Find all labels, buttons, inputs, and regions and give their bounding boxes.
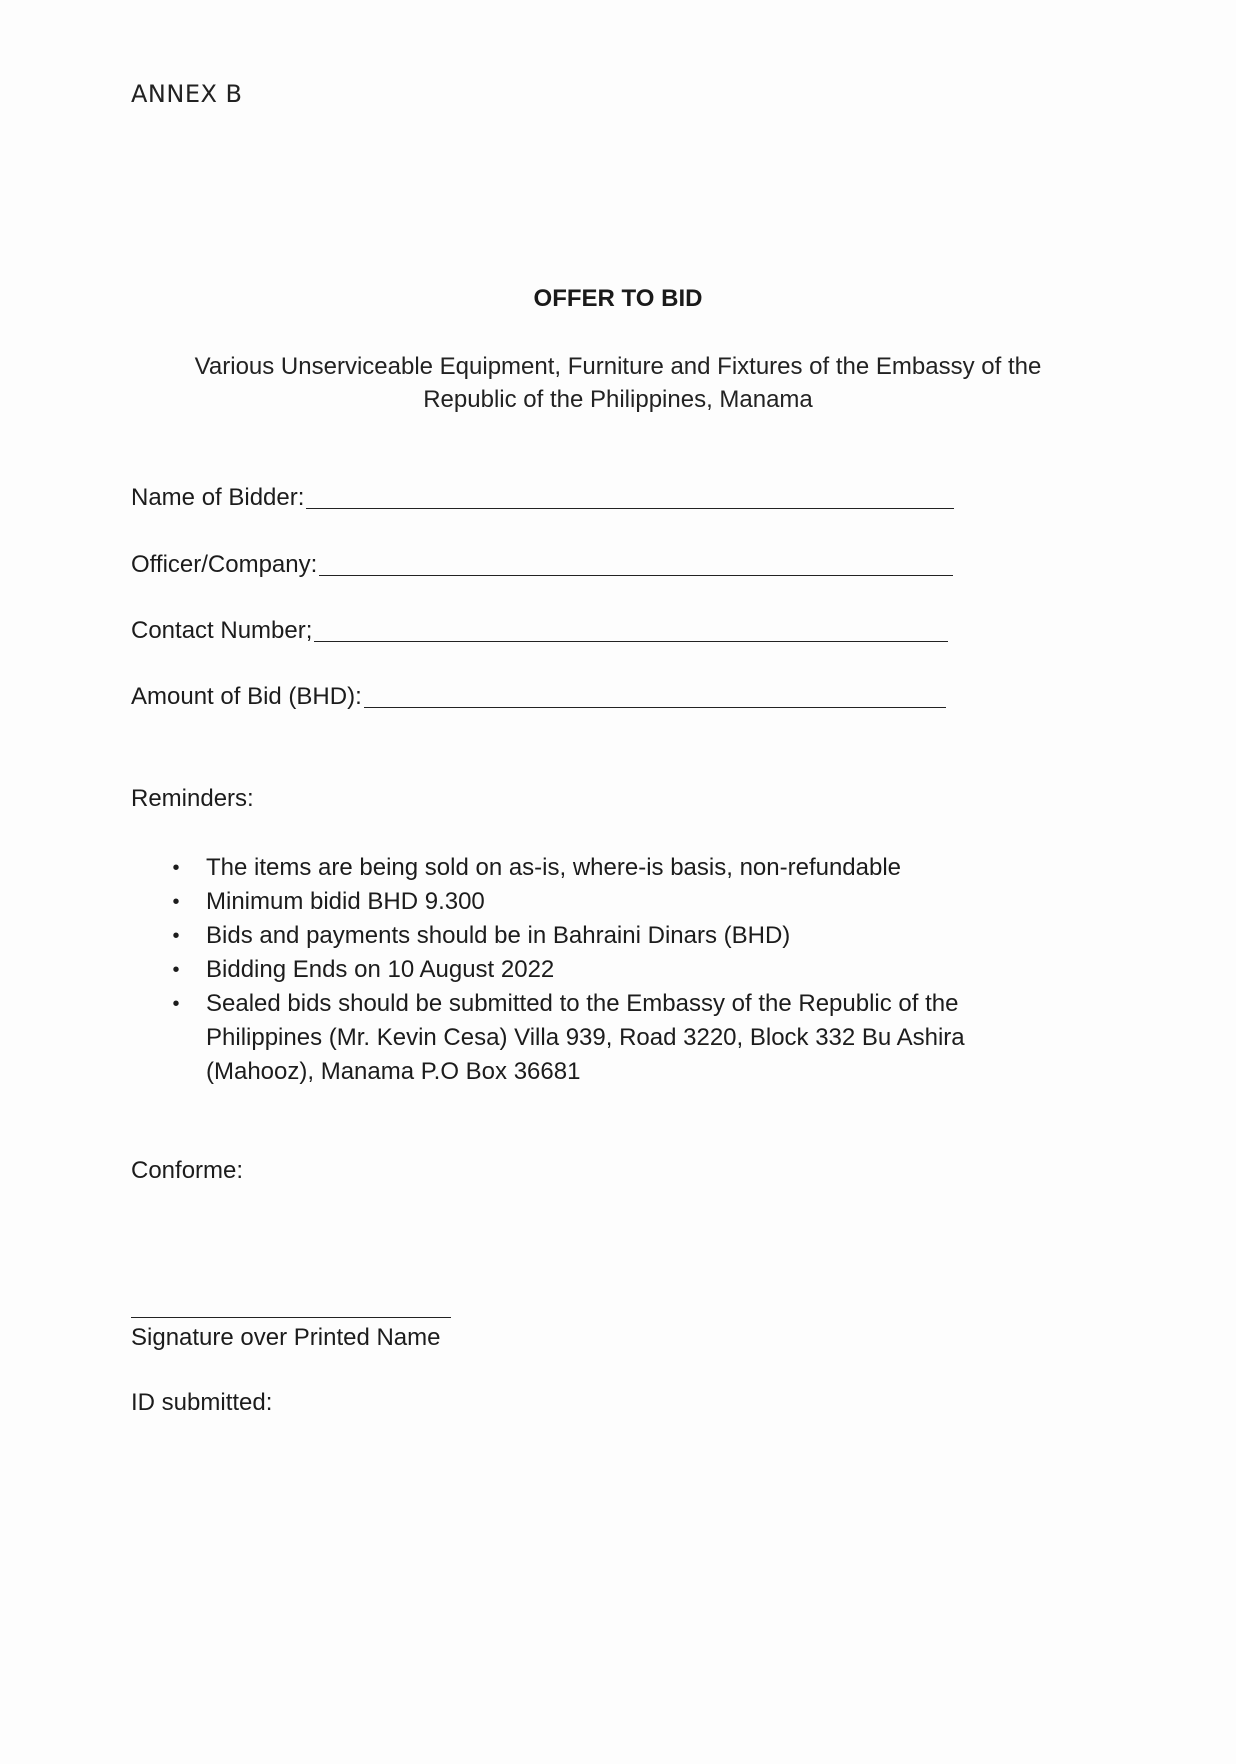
list-item xyxy=(166,851,1046,885)
list-item xyxy=(166,953,1046,987)
list-item xyxy=(166,885,1046,919)
conforme-label: Conforme: xyxy=(131,1157,244,1184)
bullet-icon: • xyxy=(172,857,180,879)
subtitle-line-1: Various Unserviceable Equipment, Furniture and Fixtures of the Embassy of the xyxy=(194,353,1042,380)
field-label-amount-of-bid: Amount of Bid (BHD): xyxy=(131,683,362,710)
bullet-icon: • xyxy=(172,925,180,947)
reminder-text: The items are being sold on as-is, where-is basis, non-refundable xyxy=(206,854,902,881)
reminders-list xyxy=(166,851,1046,1089)
document-subtitle xyxy=(150,350,1086,416)
blank-line-contact-number[interactable] xyxy=(314,640,948,642)
field-amount-of-bid xyxy=(131,683,946,711)
subtitle-line-2: Republic of the Philippines, Manama xyxy=(423,386,813,413)
blank-line-amount-of-bid[interactable] xyxy=(364,706,946,708)
document-title: OFFER TO BID xyxy=(533,285,703,312)
list-item xyxy=(166,919,1046,953)
reminder-text: Sealed bids should be submitted to the Embassy of the Republic of the Philippines (Mr. Kevin Cesa) Villa 939, Road 3220, Block 332 Bu Ashira (Mahooz), Manama P.O Box 36681 xyxy=(206,990,965,1085)
annex-label: ANNEX B xyxy=(131,80,243,108)
blank-line-officer-company[interactable] xyxy=(319,574,953,576)
bullet-icon: • xyxy=(172,959,180,981)
field-label-contact-number: Contact Number; xyxy=(131,617,313,644)
field-name-of-bidder xyxy=(131,484,954,512)
signature-label: Signature over Printed Name xyxy=(131,1324,441,1351)
field-contact-number xyxy=(131,617,948,645)
reminder-text: Minimum bidid BHD 9.300 xyxy=(206,888,485,915)
reminders-heading: Reminders: xyxy=(131,785,254,812)
field-label-name-of-bidder: Name of Bidder: xyxy=(131,484,305,511)
bullet-icon: • xyxy=(172,891,180,913)
signature-line[interactable] xyxy=(131,1317,451,1318)
id-submitted-label: ID submitted: xyxy=(131,1389,273,1416)
reminder-text: Bids and payments should be in Bahraini Dinars (BHD) xyxy=(206,922,791,949)
reminder-text: Bidding Ends on 10 August 2022 xyxy=(206,956,555,983)
field-officer-company xyxy=(131,551,953,579)
list-item xyxy=(166,987,1046,1089)
blank-line-name-of-bidder[interactable] xyxy=(306,507,954,509)
field-label-officer-company: Officer/Company: xyxy=(131,551,318,578)
bullet-icon: • xyxy=(172,993,180,1015)
